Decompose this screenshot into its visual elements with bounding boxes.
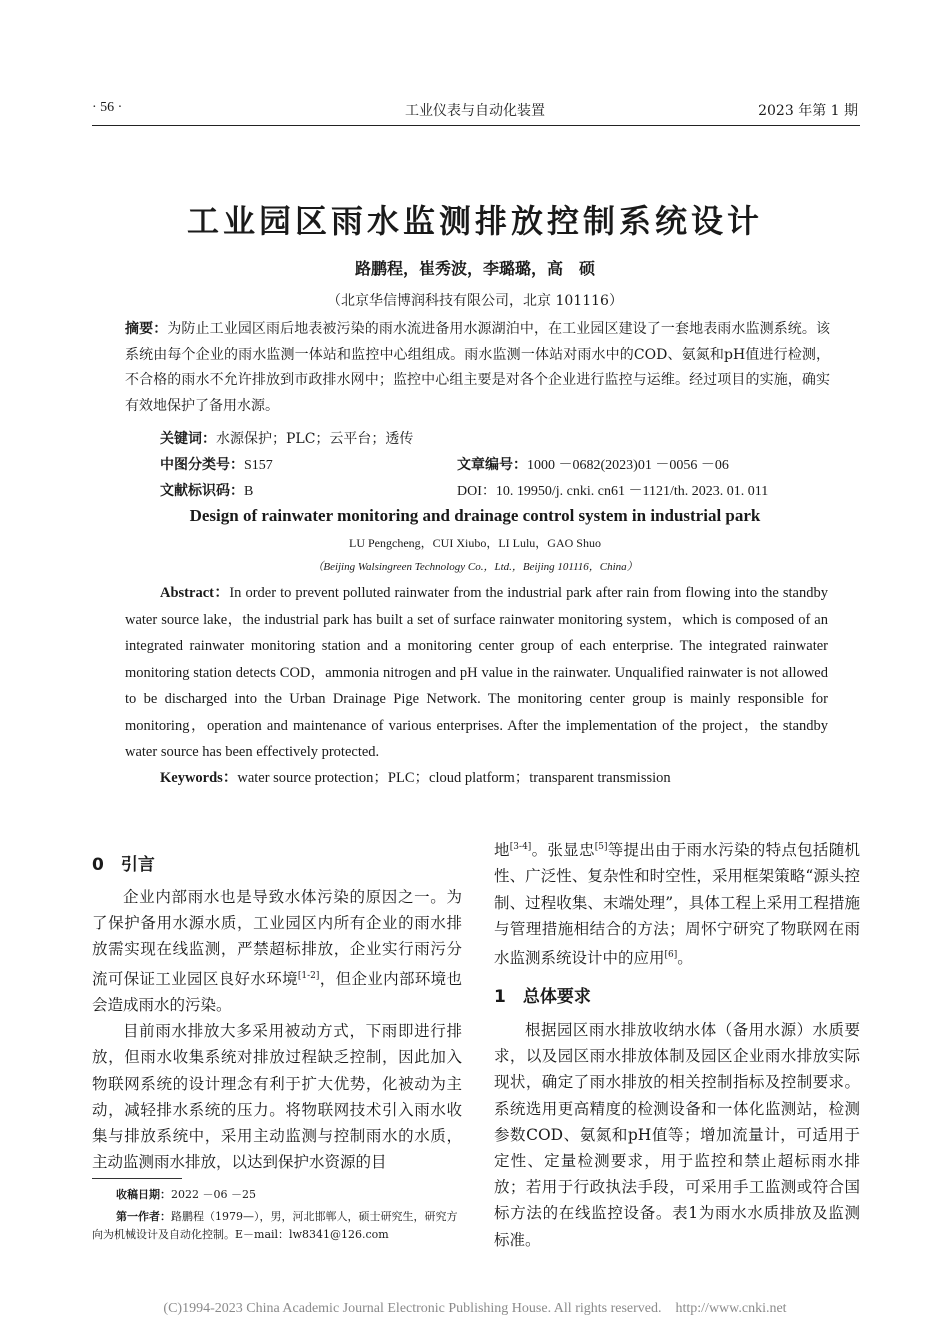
author-note xyxy=(92,1208,464,1244)
section-0-heading: 0 引言 xyxy=(92,855,155,875)
keywords-en-label: Keywords： xyxy=(160,770,238,786)
doc-code xyxy=(160,480,253,500)
section-1-body xyxy=(494,1017,860,1253)
keywords-cn-label: 关键词： xyxy=(160,431,216,447)
abstract-en-text: In order to prevent polluted rainwater from the industrial park after rain from flowing into the standby water source lake，the industrial park has built a set of surface rainwater monitoring system，which is composed of an integrated rainwater monitoring station and a monitoring center group of each enterprise. The integrated rainwater monitoring station detects COD，ammonia nitrogen and pH value in the rainwater. Unqualified rainwater is not allowed to be discharged into the Urban Drainage Pige Network. The monitoring center group is mainly responsible for monitoring，operation and maintenance of various enterprises. After the implementation of the project，the standby water source has been effectively protected. xyxy=(125,585,828,760)
cont-text-1: 地 xyxy=(494,841,510,860)
received-date xyxy=(116,1186,256,1204)
doc-code-label: 文献标识码： xyxy=(160,483,244,499)
keywords-cn xyxy=(160,428,413,448)
issue-label: 2023 年第 1 期 xyxy=(758,103,858,119)
abstract-cn-text: 为防止工业园区雨后地表被污染的雨水流进备用水源湖泊中，在工业园区建设了一套地表雨水监测系统。该系统由每个企业的雨水监测一体站和监控中心组组成。雨水监测一体站对雨水中的COD、氨氮和pH值进行检测，不合格的雨水不允许排放到市政排水网中；监控中心组主要是对各个企业进行监控与运维。经过项目的实施，确实有效地保护了备用水源。 xyxy=(125,321,831,414)
cont-text-4: 。 xyxy=(677,949,693,968)
clc-number xyxy=(160,454,273,474)
clc-text: S157 xyxy=(244,458,273,473)
abstract-cn xyxy=(125,317,830,419)
intro-paragraph-2-cont xyxy=(494,834,860,971)
citation: [6] xyxy=(664,949,678,960)
paper-title-en: Design of rainwater monitoring and drainage control system in industrial park xyxy=(189,506,761,525)
affiliation: （北京华信博润科技有限公司，北京 101116） xyxy=(327,293,623,309)
left-column xyxy=(92,884,462,1175)
journal-name: 工业仪表与自动化装置 xyxy=(405,103,545,119)
section-1-heading: 1 总体要求 xyxy=(494,987,591,1007)
received-text: 2022 －06 －25 xyxy=(171,1188,256,1201)
abstract-en-label: Abstract： xyxy=(160,585,230,601)
citation: [1-2] xyxy=(297,970,320,981)
authors: 路鹏程，崔秀波，李璐璐，高 硕 xyxy=(354,259,595,278)
affiliation-en: （Beijing Walsingreen Technology Co.，Ltd.，Beijing 101116，China） xyxy=(312,561,638,573)
doi-text: 10. 19950/j. cnki. cn61 －1121/th. 2023. 01. 011 xyxy=(495,484,769,499)
clc-label: 中图分类号： xyxy=(160,457,244,473)
cont-text-2: 。张显忠 xyxy=(531,841,595,860)
intro-paragraph-2: 目前雨水排放大多采用被动方式，下雨即进行排放，但雨水收集系统对排放过程缺乏控制，因此加入物联网系统的设计理念有利于扩大优势，化被动为主动，减轻排水系统的压力。将物联网技术引入雨水收集与排放系统中，采用主动监测与控制雨水的水质，主动监测雨水排放，以达到保护水资源的目 xyxy=(92,1022,462,1172)
citation: [3-4] xyxy=(509,842,532,852)
article-no-label: 文章编号： xyxy=(457,457,527,473)
copyright-footer: (C)1994-2023 China Academic Journal Electronic Publishing House. All rights reserved. http://www.cnki.net xyxy=(163,1301,787,1316)
abstract-en xyxy=(125,580,828,766)
article-number xyxy=(457,454,729,474)
abstract-cn-label: 摘要： xyxy=(125,321,168,337)
paper-title: 工业园区雨水监测排放控制系统设计 xyxy=(186,202,763,240)
doc-code-text: B xyxy=(244,484,254,499)
received-label: 收稿日期： xyxy=(116,1188,171,1201)
article-no-text: 1000 －0682(2023)01 －0056 －06 xyxy=(527,458,729,473)
intro-paragraph-1 xyxy=(92,884,462,1018)
doi xyxy=(457,480,768,500)
authors-en: LU Pengcheng，CUI Xiubo，LI Lulu，GAO Shuo xyxy=(349,536,601,550)
keywords-en xyxy=(160,766,671,787)
cont-text-3: 等提出由于雨水污染的特点包括随机性、广泛性、复杂性和时空性，采用框架策略“源头控制、过程收集、末端处理”，具体工程上采用工程措施与管理措施相结合的方法；周怀宁研究了物联网在雨水监测系统设计中的应用 xyxy=(494,841,860,968)
footnote-rule xyxy=(92,1178,182,1179)
intro-p1-text: 企业内部雨水也是导致水体污染的原因之一。为了保护备用水源水质，工业园区内所有企业的雨水排放需实现在线监测，严禁超标排放，企业实行雨污分流可保证工业园区良好水环境 xyxy=(92,888,462,988)
keywords-cn-text: 水源保护；PLC；云平台；透传 xyxy=(216,431,414,447)
author-note-label: 第一作者： xyxy=(116,1210,171,1223)
keywords-en-text: water source protection；PLC；cloud platform；transparent transmission xyxy=(237,770,671,786)
right-column-continuation xyxy=(494,834,860,971)
doi-label: DOI： xyxy=(457,484,496,499)
header-rule xyxy=(92,125,860,126)
intro-p1-tail: ，但企业内部环境也会造成雨水的污染。 xyxy=(92,969,462,1014)
page-number: · 56 · xyxy=(92,100,123,115)
citation: [5] xyxy=(594,842,608,852)
requirements-paragraph: 根据园区雨水排放收纳水体（备用水源）水质要求，以及园区雨水排放体制及园区企业雨水排放实际现状，确定了雨水排放的相关控制指标及控制要求。系统选用更高精度的检测设备和一体化监测站，检测参数COD、氨氮和pH值等；增加流量计，可适用于定性、定量检测要求，用于监控和禁止超标雨水排放；若用于行政执法手段，可采用手工监测或符合国标方法的在线监控设备。表1为雨水水质排放及监测标准。 xyxy=(494,1021,860,1249)
author-note-text: 路鹏程（1979—），男，河北邯郸人，硕士研究生，研究方向为机械设计及自动化控制。E－mail：lw8341@126.com xyxy=(92,1210,458,1241)
